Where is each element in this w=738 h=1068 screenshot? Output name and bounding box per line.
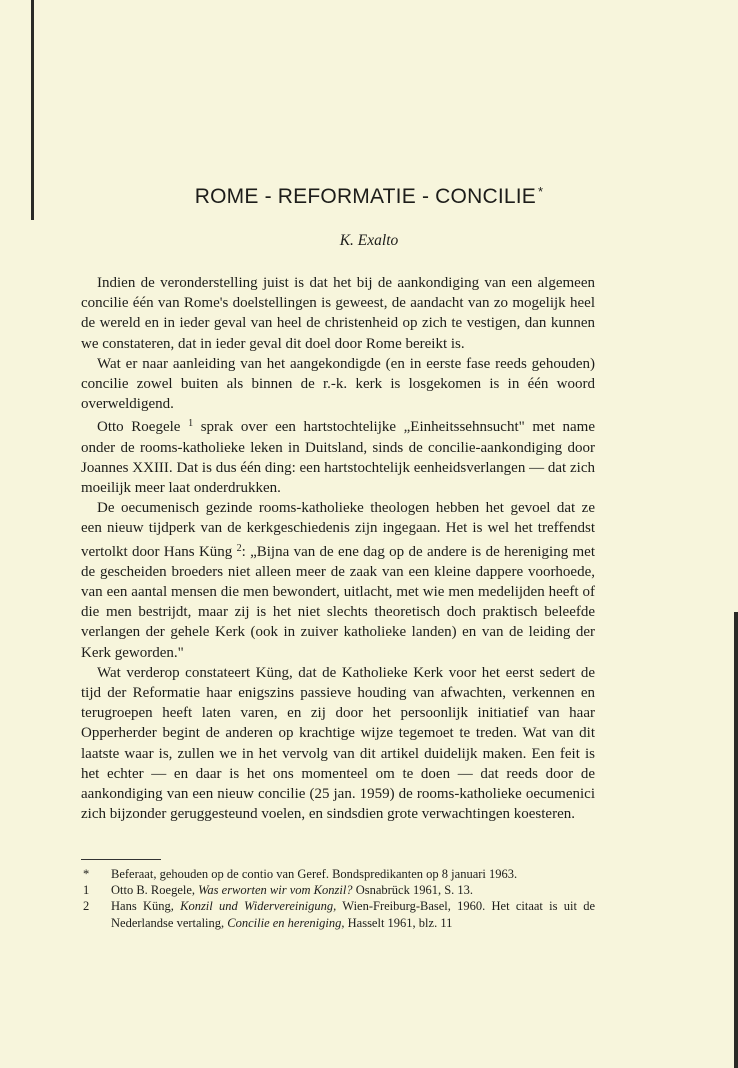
paragraph-text: De oecumenisch gezinde rooms-katholieke theologen hebben het gevoel dat ze een nieuw tijdperk van de kerkgeschiedenis zijn ingegaan. Het is wel het treffendst vertolkt door Hans Küng [81, 500, 595, 560]
footnote-text-part: Hasselt 1961, blz. 11 [344, 915, 453, 930]
footnote-ref: 1 [188, 418, 194, 430]
footnote-text [111, 882, 595, 898]
paragraph-text: : „Bijna van de ene dag op de andere is de hereniging met de gescheiden broeders niet alleen meer de zaak van een kleine dappere voorhoede, van een aantal mensen die men bewondert, uitlacht, met wie men medelijden heeft of die men bestrijdt, maar zij is het niet slechts theoretisch doch praktisch beleefde verlangen der gehele Kerk (ook in zuiver katholieke landen) en van de leiding der Kerk geworden." [81, 543, 596, 661]
page-title [0, 184, 738, 209]
footnote-divider [81, 859, 161, 860]
paragraph: Wat er naar aanleiding van het aangekondigde (en in eerste fase reeds gehouden) concilie zowel buiten als binnen de r.-k. kerk is losgekomen is in één woord overweldigend. [81, 355, 595, 413]
footnote-text-part: Osnabrück 1961, S. 13. [352, 883, 474, 898]
footnote [81, 882, 595, 898]
footnote-text-part: Hans Küng, [111, 899, 181, 914]
footnote [81, 898, 595, 930]
cited-title: Concilie en hereniging, [227, 915, 345, 930]
paragraph-text: sprak over een hartstochtelijke „Einheitssehnsucht" met name onder de rooms-katholieke leken in Duitsland, sinds de concilie-aankondiging door Joannes XXIII. Dat is dus één ding: een hartstochtelijk eenheidsverlangen — dat zich moeilijk meer laat onderdrukken. [81, 419, 595, 497]
title-footnote-marker: * [537, 184, 544, 199]
article-body [81, 273, 595, 824]
footnote [81, 866, 595, 882]
footnote-text [111, 898, 595, 930]
footnote-mark: * [83, 867, 90, 881]
footnote-ref: 2 [236, 542, 242, 554]
footnote-text-part: Otto B. Roegele, [111, 883, 199, 898]
paragraph: Indien de veronderstelling juist is dat het bij de aankondiging van een algemeen concilie één van Rome's doelstellingen is geweest, de aandacht van zo mogelijk heel de wereld en in ieder geval van heel de christenheid op zich te vestigen, dan kunnen we constateren, dat in ieder geval dit doel door Rome bereikt is. [81, 275, 595, 352]
author-name: K. Exalto [339, 232, 399, 249]
paragraph-text: Otto Roegele [97, 419, 189, 436]
footnote-text-part: Wien-Freiburg-Basel, 1960. Het citaat is uit de Nederlandse vertaling, [111, 899, 595, 930]
scan-edge-right [734, 612, 738, 1068]
footnotes [81, 866, 595, 931]
footnote-mark: 1 [83, 883, 90, 898]
footnote-text: Beferaat, gehouden op de contio van Geref. Bondspredikanten op 8 januari 1963. [111, 867, 518, 881]
paragraph [81, 414, 595, 498]
cited-title: Was erworten wir vom Konzil? [198, 883, 353, 898]
title-text: ROME - REFORMATIE - CONCILIE [194, 185, 536, 208]
footnote-mark: 2 [83, 899, 90, 914]
paragraph: Wat verderop constateert Küng, dat de Katholieke Kerk voor het eerst sedert de tijd der Reformatie haar enigszins passieve houding van afwachten, verkennen en terugroepen heeft laten varen, en zij door het persoonlijk initiatief van haar Opperherder begint de anderen op krachtige wijze tegemoet te treden. Wat van dit laatste waar is, zullen we in het vervolg van dit artikel duidelijk maken. Een feit is het echter — en daar is het ons momenteel om te doen — dat reeds door de aankondiging van een nieuw concilie (25 jan. 1959) de rooms-katholieke oecumenici zich bijzonder geruggesteund voelen, en sindsdien grote verwachtingen koesteren. [81, 664, 595, 823]
cited-title: Konzil und Widervereinigung, [180, 899, 337, 914]
paragraph [81, 498, 595, 663]
